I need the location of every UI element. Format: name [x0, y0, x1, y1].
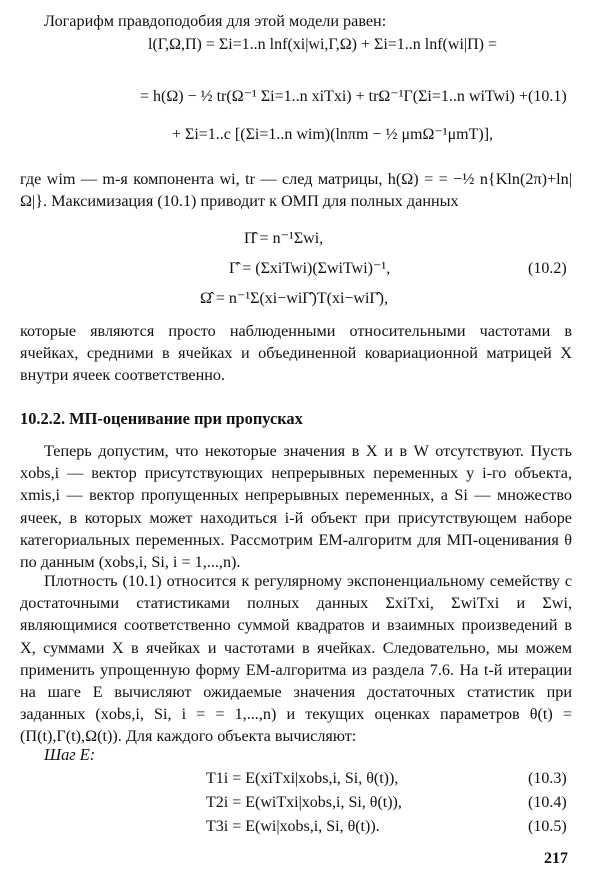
- paragraph-em-algorithm: Плотность (10.1) относится к регулярному экспоненциальному семейству с достаточными статистиками полных данных ΣxiTxi, ΣwiTxi и Σwi, являющимися соответственно суммой квадратов и взаимных произведений в X, суммами X в ячейках и частотами в ячейках. Следовательно, мы можем применить упрощенную форму ЕМ-алгоритма из раздела 7.6. На t-й итерации на шаге Е вычисляют ожидаемые значения достаточных статистик при заданных (xobs,i, Si, i = = 1,...,n) и текущих оценках параметров θ(t) = (Π(t),Γ(t),Ω(t)). Для каждого объекта вычисляют:: [20, 572, 572, 746]
- paragraph-missing-data: Теперь допустим, что некоторые значения в X и в W отсутствуют. Пусть xobs,i — вектор присутствующих непрерывных переменных у i-го объекта, xmis,i — вектор пропущенных непрерывных переменных, а Si — множество ячеек, в которых может находиться i-й объект при присутствующем наборе категориальных переменных. Рассмотрим ЕМ-алгоритм для МП-оценивания θ по данным (xobs,i, Si, i = 1,...,n).: [20, 442, 572, 572]
- equation-number-10-5: (10.5): [528, 818, 567, 835]
- equation-number-10-2: (10.2): [528, 260, 567, 277]
- paragraph-interpretation: которые являются просто наблюденными относительными частотами в ячейках, средними в ячейках и объединенной ковариационной матрицей X внутри ячеек соответственно.: [20, 322, 572, 385]
- page-number: 217: [544, 850, 568, 867]
- equation-number-10-4: (10.4): [528, 794, 567, 811]
- equation-10-1-line-3: + Σi=1..c [(Σi=1..n wim)(lnπm − ½ μmΩ⁻¹μmT)],: [172, 126, 494, 143]
- equation-10-3: T1i = E(xiTxi|xobs,i, Si, θ(t)),: [206, 770, 399, 787]
- intro-text: Логарифм правдоподобия для этой модели равен:: [44, 12, 387, 30]
- section-heading: 10.2.2. МП-оценивание при пропусках: [20, 409, 303, 428]
- equation-10-1-line-1: l(Γ,Ω,Π) = Σi=1..n lnf(xi|wi,Γ,Ω) + Σi=1..n lnf(wi|Π) =: [148, 36, 497, 53]
- equation-number-10-1: (10.1): [528, 88, 567, 105]
- step-e-label: Шаг Е:: [44, 745, 96, 764]
- equation-number-10-3: (10.3): [528, 770, 567, 787]
- equation-10-2-line-2: Γ̂ = (ΣxiTwi)(ΣwiTwi)⁻¹,: [229, 260, 391, 277]
- equation-10-1-line-2: = h(Ω) − ½ tr(Ω⁻¹ Σi=1..n xiTxi) + trΩ⁻¹Γ(Σi=1..n wiTwi) +: [140, 88, 528, 105]
- paragraph-definitions: где wim — m-я компонента wi, tr — след матрицы, h(Ω) = = −½ n{Kln(2π)+ln|Ω|}. Максимизация (10.1) приводит к ОМП для полных данных: [20, 170, 572, 211]
- equation-10-2-line-1: Π̂ = n⁻¹Σwi,: [244, 230, 324, 247]
- equation-10-4: T2i = E(wiTxi|xobs,i, Si, θ(t)),: [206, 794, 402, 811]
- equation-10-5: T3i = E(wi|xobs,i, Si, θ(t)).: [206, 818, 380, 835]
- equation-10-2-line-3: Ω̂ = n⁻¹Σ(xi−wiΓ̂)T(xi−wiΓ̂),: [200, 290, 388, 307]
